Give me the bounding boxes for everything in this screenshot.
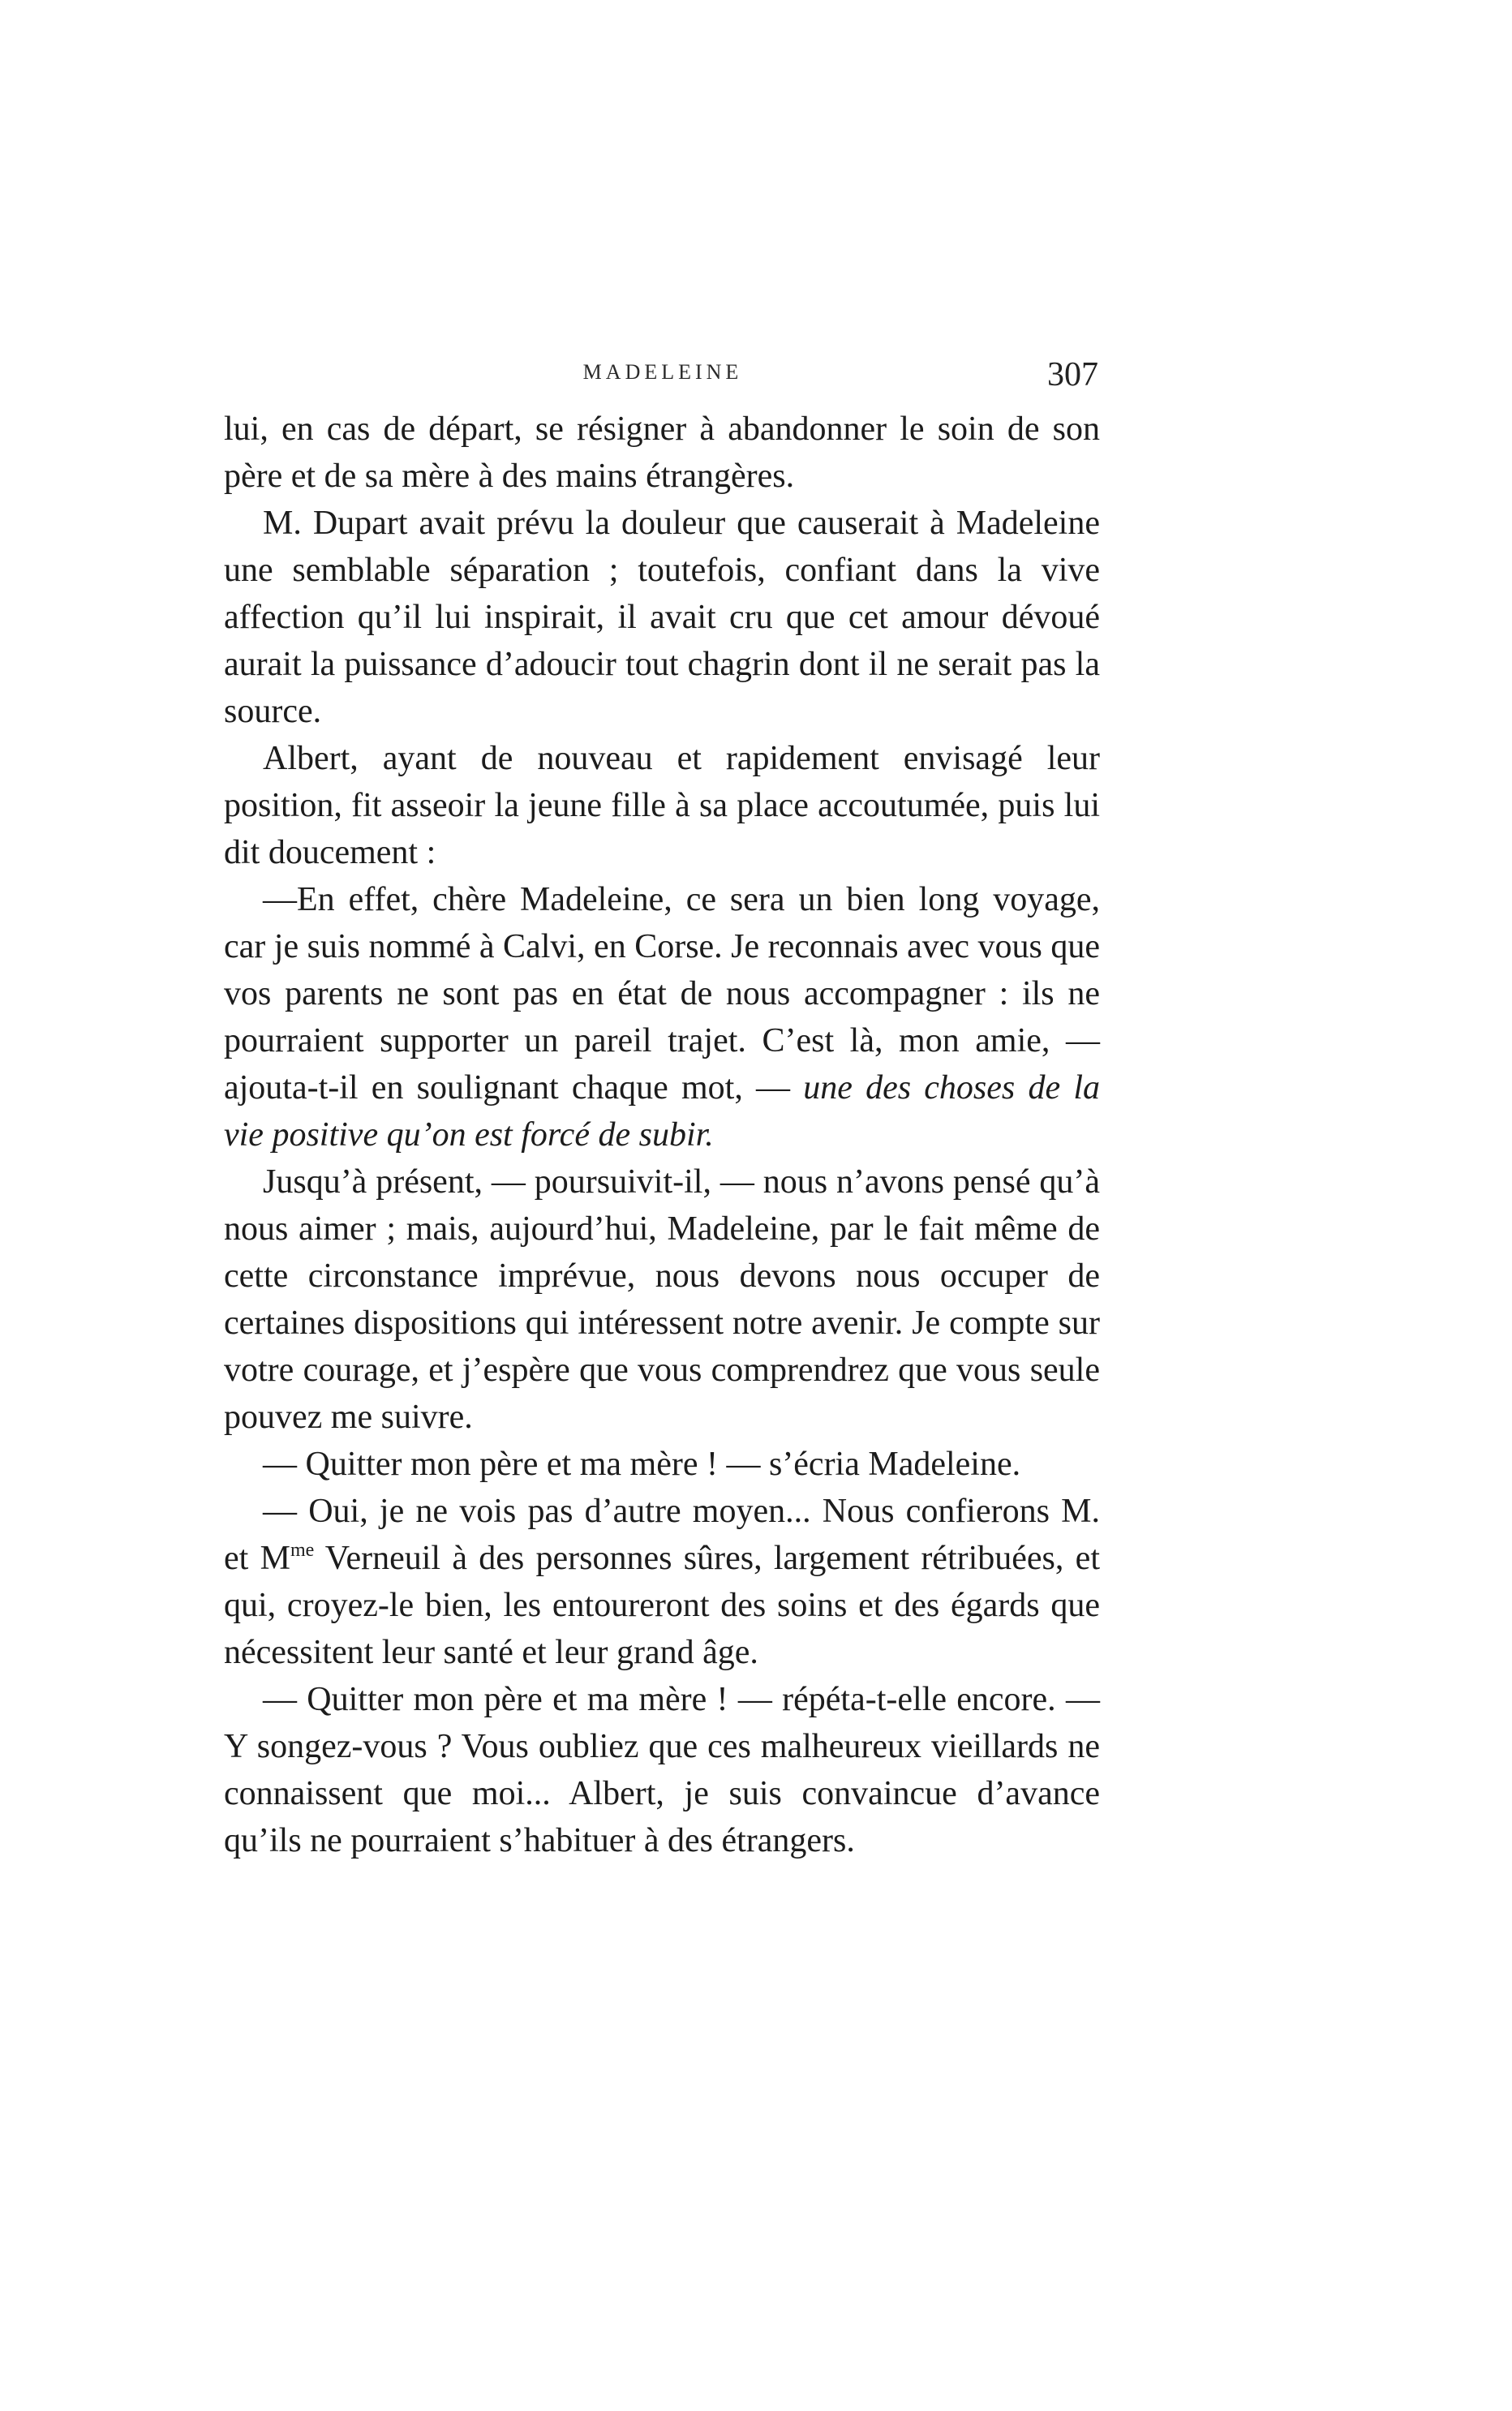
body-text [224,406,1100,1864]
superscript: me [290,1540,315,1561]
paragraph-text: — Oui, je ne vois pas d’autre moyen... Nous confierons M. et M [224,1493,1100,1577]
running-head: MADELEINE [582,360,743,384]
paragraph: M. Dupart avait prévu la douleur que causerait à Madeleine une semblable séparation ; toutefois, confiant dans la vive affection qu’il lui inspirait, il avait cru que cet amour dévoué aurait la puissance d’adoucir tout chagrin dont il ne serait pas la source. [224,505,1100,730]
paragraph-text: —En effet, chère Madeleine, ce sera un bien long voyage, car je suis nommé à Calvi, en Corse. Je reconnais avec vous que vos parents ne sont pas en état de nous accompagner : ils ne pourraient supporter un pareil trajet. C’est là, mon amie, — ajouta-t-il en soulignant chaque mot, — [224,881,1101,1107]
paragraph-text: Verneuil à des personnes sûres, largement rétribuées, et qui, croyez-le bien, les entoureront des soins et des égards que nécessitent leur santé et leur grand âge. [224,1540,1100,1671]
paragraph: Jusqu’à présent, — poursuivit-il, — nous n’avons pensé qu’à nous aimer ; mais, aujourd’hui, Madeleine, par le fait même de cette circonstance imprévue, nous devons nous occuper de certaines dispositions qui intéressent notre avenir. Je compte sur votre courage, et j’espère que vous comprendrez que vous seule pouvez me suivre. [224,1163,1100,1436]
paragraph: Albert, ayant de nouveau et rapidement envisagé leur position, fit asseoir la jeune fille à sa place accoutumée, puis lui dit doucement : [224,740,1100,871]
italic-emphasis: une des choses de la vie positive qu’on est forcé de subir. [224,1069,1100,1154]
page-header [224,355,1102,396]
paragraph: — Quitter mon père et ma mère ! — répéta-t-elle encore. — Y songez-vous ? Vous oubliez que ces malheureux vieillards ne connaissent que moi... Albert, je suis convaincue d’avance qu’ils ne pourraient s’habituer à des étrangers. [224,1681,1100,1859]
paragraph [224,1488,1100,1676]
paragraph [224,876,1100,1158]
paragraph: lui, en cas de départ, se résigner à abandonner le soin de son père et de sa mère à des mains étrangères. [224,410,1100,495]
paragraph: — Quitter mon père et ma mère ! — s’écria Madeleine. [263,1446,1021,1483]
page-number: 307 [1047,356,1098,393]
